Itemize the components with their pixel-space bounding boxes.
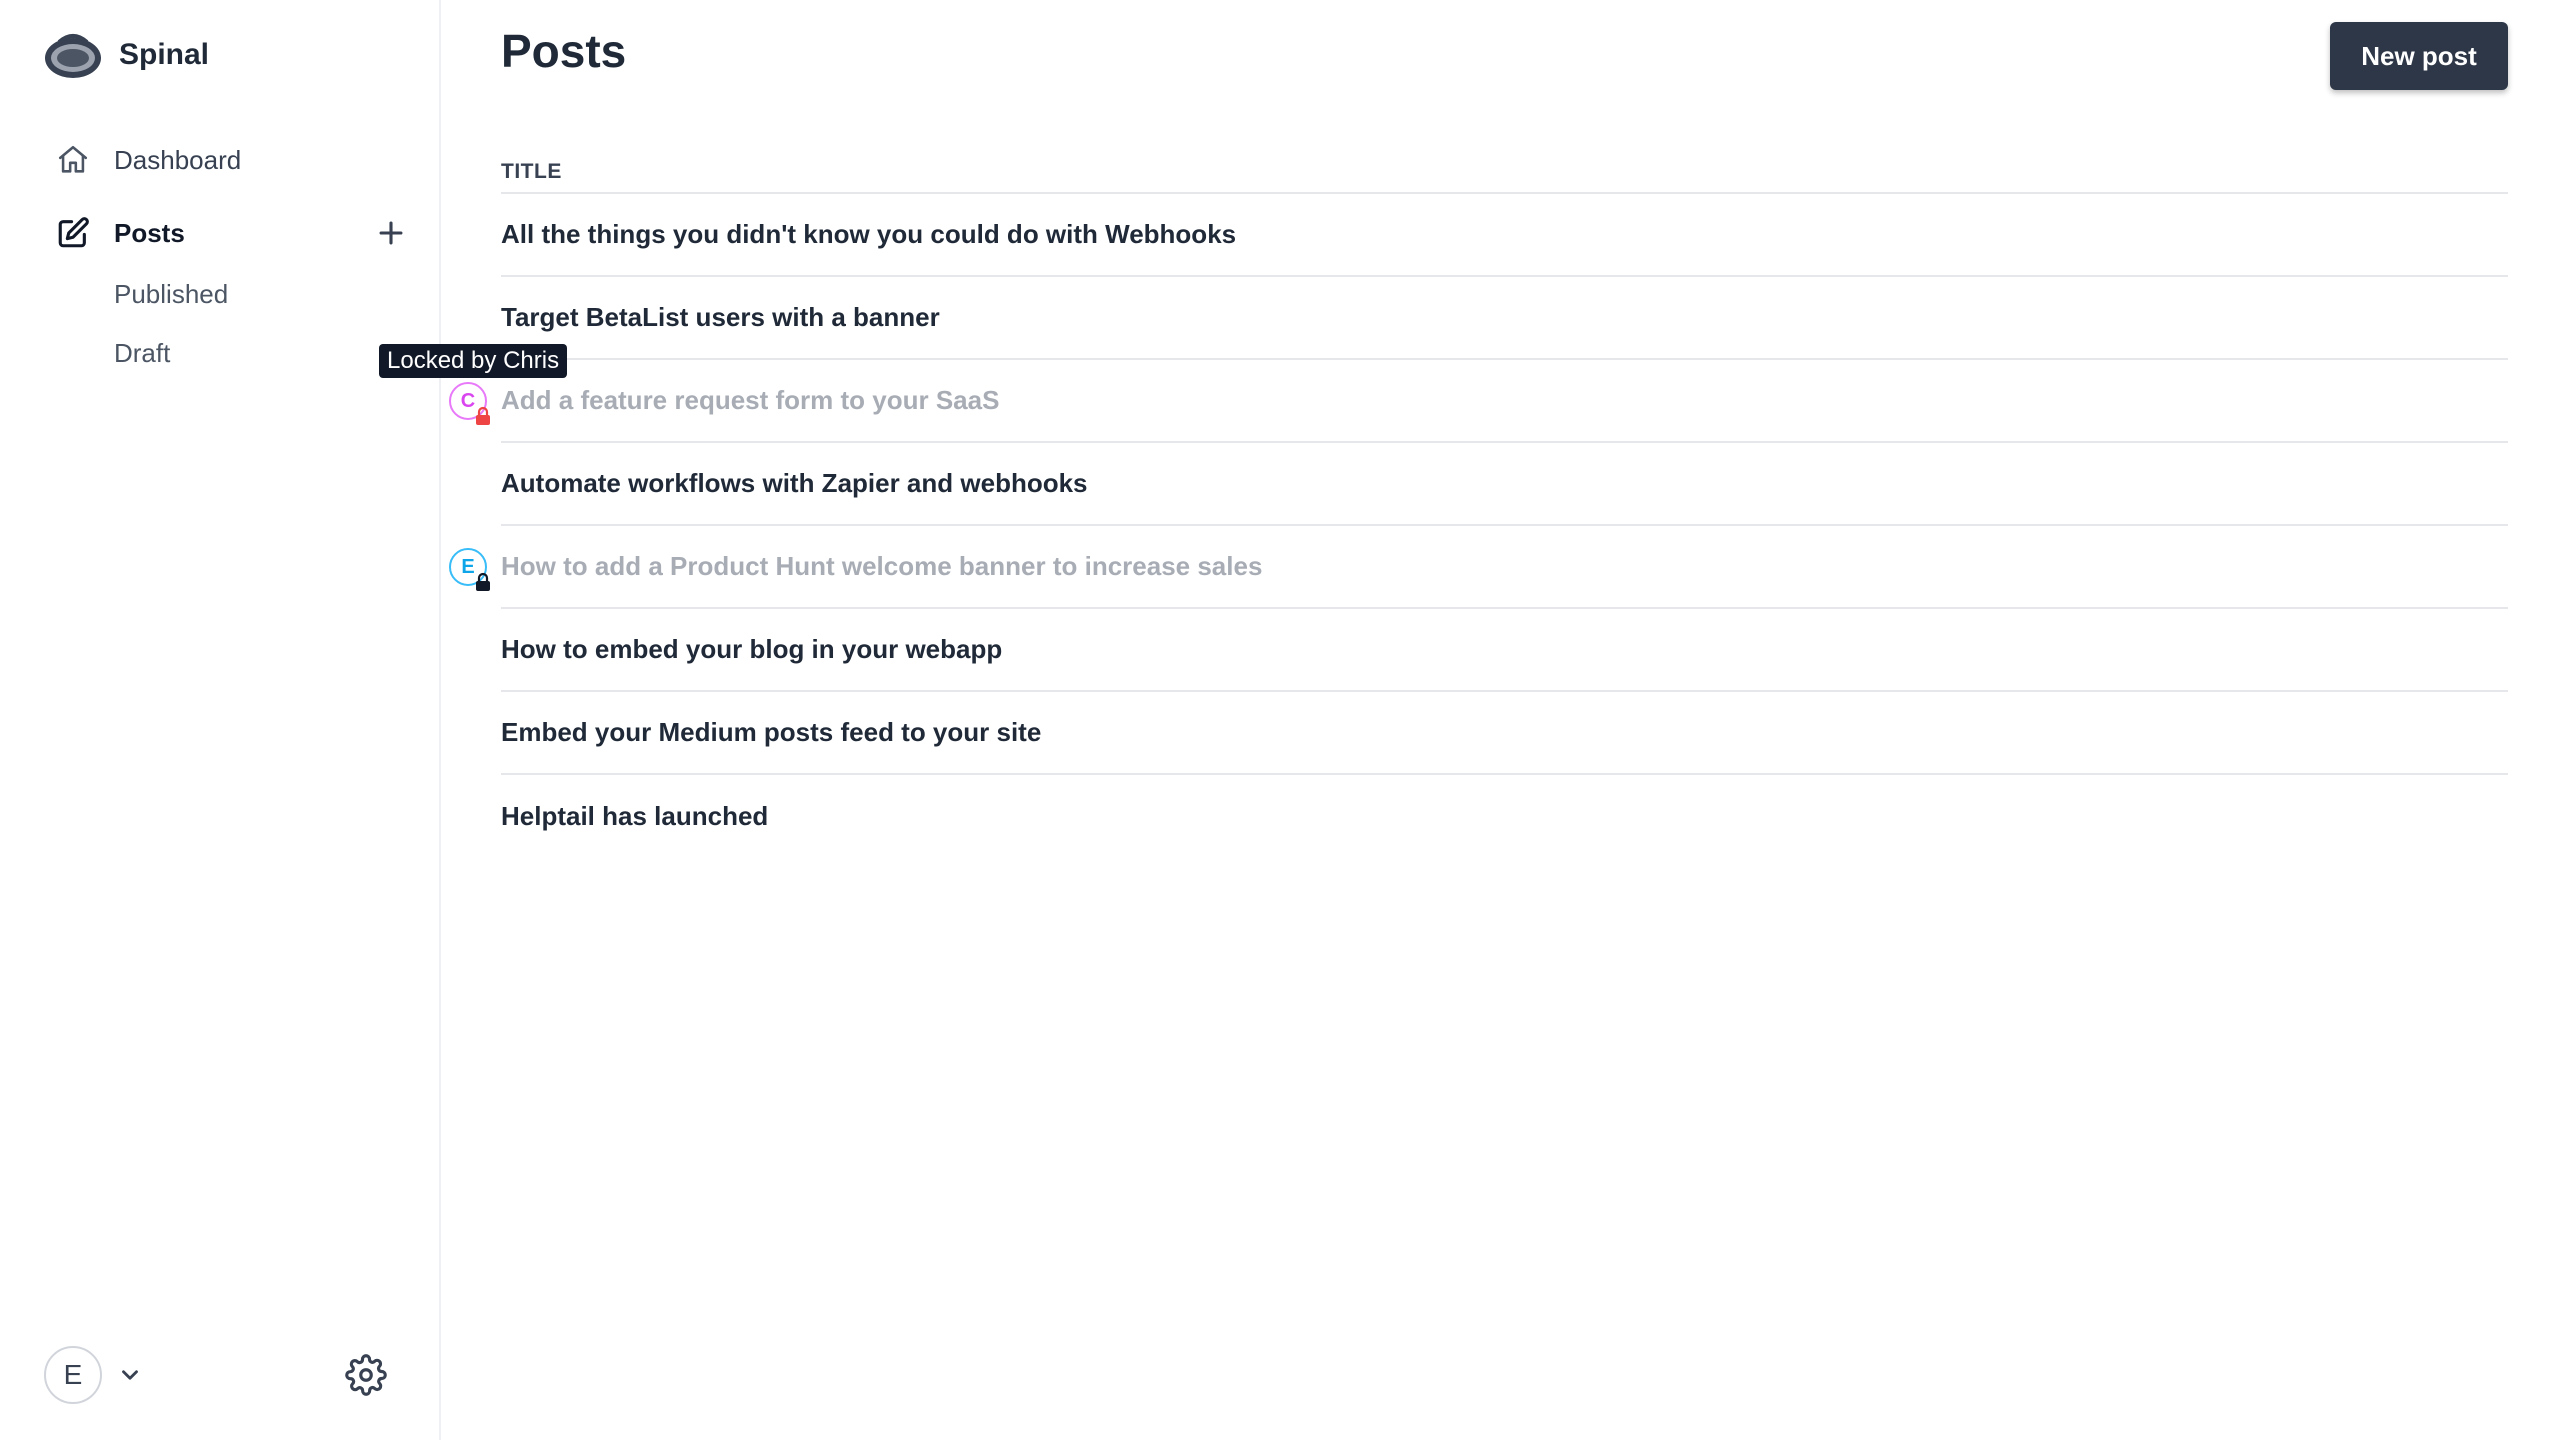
post-title: Add a feature request form to your SaaS [501,385,1000,415]
post-title: Automate workflows with Zapier and webhooks [501,468,1088,498]
spinal-logo-icon [43,28,103,82]
table-row[interactable] [461,526,2508,609]
brand[interactable] [43,28,209,82]
post-title: How to add a Product Hunt welcome banner to increase sales [501,551,1263,581]
sidebar-item-dashboard[interactable] [56,138,241,182]
sidebar-item-posts[interactable] [56,211,185,255]
table-row[interactable] [501,609,2508,692]
table-row[interactable] [501,277,2508,360]
avatar: E [449,548,487,586]
post-title: How to embed your blog in your webapp [501,634,1003,664]
new-post-button[interactable]: New post [2330,22,2508,90]
page-title: Posts [501,25,627,77]
sidebar-subitem-published[interactable]: Published [114,279,229,309]
post-title: Helptail has launched [501,801,769,831]
post-title: Embed your Medium posts feed to your site [501,717,1042,747]
chevron-down-icon[interactable] [117,1362,143,1388]
avatar: C [449,382,487,420]
table-row[interactable] [501,194,2508,277]
table-row[interactable] [460,360,2508,443]
main-content [443,0,2560,1440]
sidebar-item-label: Dashboard [114,144,242,175]
sidebar-subitem-draft[interactable]: Draft [114,338,171,368]
lock-badge[interactable] [449,548,493,592]
table-row[interactable] [501,775,2508,858]
lock-badge[interactable] [449,382,493,426]
sidebar-item-label: Posts [114,217,185,248]
gear-icon[interactable] [345,1354,387,1396]
home-icon [56,143,90,177]
lock-icon [473,572,493,592]
post-title: All the things you didn't know you could do with Webhooks [501,219,1237,249]
edit-icon [56,216,90,250]
user-avatar[interactable]: E [44,1346,102,1404]
sidebar [0,0,441,1440]
lock-tooltip: Locked by Chris [379,344,567,378]
plus-icon[interactable] [374,216,408,250]
column-header-title[interactable]: TITLE [501,160,2508,194]
table-row[interactable] [501,692,2508,775]
brand-name: Spinal [119,38,210,71]
lock-icon [473,406,493,426]
post-title: Target BetaList users with a banner [501,302,940,332]
table-row[interactable] [501,443,2508,526]
